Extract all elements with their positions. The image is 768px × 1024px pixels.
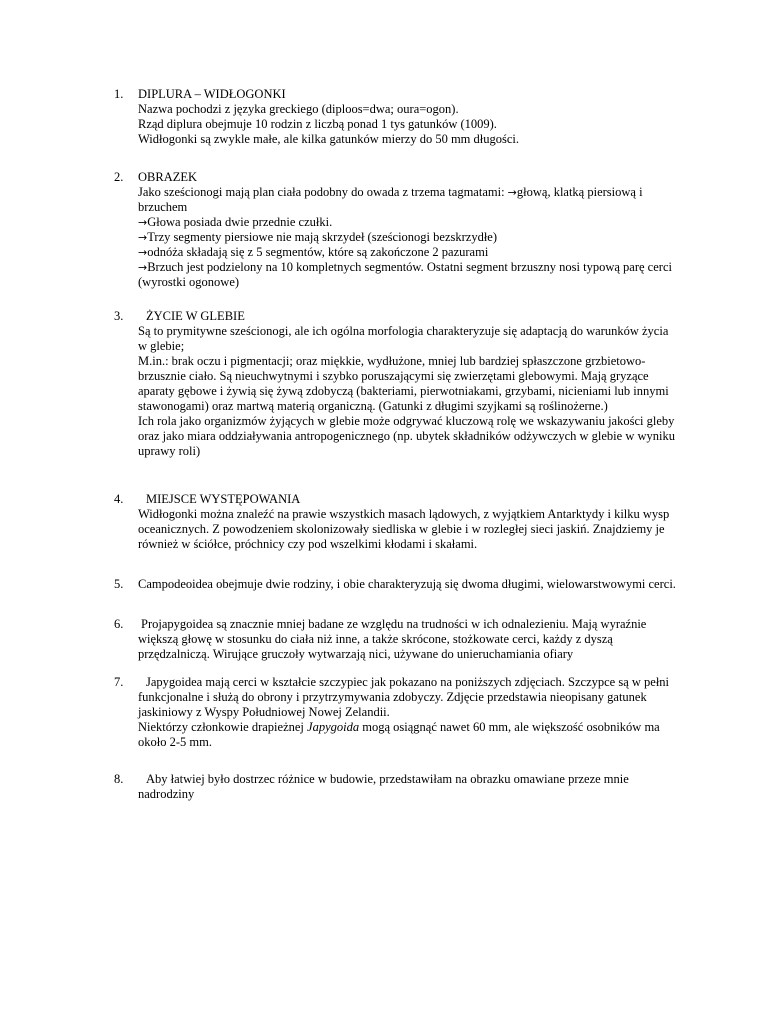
arrow-icon: → bbox=[138, 261, 148, 274]
paragraph: Aby łatwiej było dostrzec różnice w budowie, przedstawiłam na obrazku omawiane przeze mnie nadrodziny bbox=[138, 772, 629, 801]
section-title: OBRAZEK bbox=[138, 170, 198, 184]
bullet-text: Brzuch jest podzielony na 10 kompletnych segmentów. Ostatni segment brzuszny nosi typową parę cerci (wyrostki ogonowe) bbox=[138, 260, 672, 289]
section-body bbox=[138, 87, 678, 147]
paragraph: Ich rola jako organizmów żyjących w glebie może odgrywać kluczową rolę we wskazywaniu jakości gleby oraz jako miara oddziaływania antropogenicznego (np. ubytek składników odżywczych w glebie w wyniku uprawy roli) bbox=[138, 414, 675, 458]
section-number: 4. bbox=[114, 492, 124, 506]
intro-text: Jako sześcionogi mają plan ciała podobny do owada z trzema tagmatami: bbox=[138, 185, 508, 199]
section-body bbox=[138, 772, 678, 802]
paragraph: Japygoidea mają cerci w kształcie szczypiec jak pokazano na poniższych zdjęciach. Szczypce są w pełni funkcjonalne i służą do obrony i przytrzymywania zdobyczy. Zdjęcie przedstawia nieopisany gatunek jaskiniowy z Wyspy Południowej Nowej Zelandii. bbox=[138, 675, 670, 719]
bullet-text: odnóża składają się z 5 segmentów, które są zakończone 2 pazurami bbox=[147, 245, 489, 259]
paragraph: Są to prymitywne sześcionogi, ale ich ogólna morfologia charakteryzuje się adaptacją do warunków życia w glebie; bbox=[138, 324, 669, 353]
section-body bbox=[138, 617, 683, 662]
arrow-icon: → bbox=[507, 186, 517, 199]
section-number: 8. bbox=[114, 772, 124, 786]
paragraph: Projapygoidea są znacznie mniej badane ze względu na trudności w ich odnalezieniu. Mają wyraźnie większą głowę w stosunku do ciała niż inne, a także skrócone, stożkowate cerci, każdy z dyszą przędzalniczą. Wirujące gruczoły wytwarzają nici, używane do unieruchamiania ofiary bbox=[138, 617, 647, 661]
paragraph-line: Nazwa pochodzi z języka greckiego (diploos=dwa; oura=ogon). bbox=[138, 102, 459, 116]
paragraph bbox=[138, 720, 678, 750]
section-title: DIPLURA – WIDŁOGONKI bbox=[138, 87, 286, 101]
intro-paragraph bbox=[138, 185, 678, 215]
section-number: 7. bbox=[114, 675, 124, 689]
section-number: 6. bbox=[114, 617, 124, 631]
intro-text-end: głową, klatką piersiową i brzuchem bbox=[138, 185, 643, 214]
bullet-item bbox=[138, 230, 678, 245]
paragraph-text: mogą osiągnąć nawet 60 mm, ale większość osobników ma około 2-5 mm. bbox=[138, 720, 660, 749]
paragraph: Campodeoidea obejmuje dwie rodziny, i obie charakteryzują się dwoma długimi, wielowarstwowymi cerci. bbox=[138, 577, 676, 591]
taxon-name: Japygoida bbox=[307, 720, 360, 734]
arrow-icon: → bbox=[138, 246, 148, 259]
section-body bbox=[138, 309, 678, 459]
section-body bbox=[138, 170, 678, 290]
bullet-item bbox=[138, 215, 678, 230]
bullet-text: Trzy segmenty piersiowe nie mają skrzydeł (sześcionogi bezskrzydłe) bbox=[147, 230, 497, 244]
section-title: MIEJSCE WYSTĘPOWANIA bbox=[146, 492, 301, 506]
section-number: 2. bbox=[114, 170, 124, 184]
bullet-item bbox=[138, 260, 678, 290]
paragraph: Widłogonki można znaleźć na prawie wszystkich masach lądowych, z wyjątkiem Antarktydy i kilku wysp oceanicznych. Z powodzeniem skolonizowały siedliska w glebie i w rozległej sieci jaskiń. Znajdziemy je również w ściółce, próchnicy czy pod wszelkimi kłodami i skałami. bbox=[138, 507, 670, 551]
section-number: 1. bbox=[114, 87, 124, 101]
section-body bbox=[138, 577, 678, 592]
paragraph-line: Rząd diplura obejmuje 10 rodzin z liczbą ponad 1 tys gatunków (1009). bbox=[138, 117, 497, 131]
paragraph-line: Widłogonki są zwykle małe, ale kilka gatunków mierzy do 50 mm długości. bbox=[138, 132, 520, 146]
arrow-icon: → bbox=[138, 216, 148, 229]
paragraph-text: Niektórzy członkowie drapieżnej bbox=[138, 720, 308, 734]
bullet-item bbox=[138, 245, 678, 260]
bullet-text: Głowa posiada dwie przednie czułki. bbox=[147, 215, 333, 229]
arrow-icon: → bbox=[138, 231, 148, 244]
section-number: 3. bbox=[114, 309, 124, 323]
section-title: ŻYCIE W GLEBIE bbox=[146, 309, 245, 323]
section-body bbox=[138, 675, 678, 750]
paragraph: M.in.: brak oczu i pigmentacji; oraz miękkie, wydłużone, mniej lub bardziej spłaszczone grzbietowo-brzusznie ciało. Są nieuchwytnymi i szybko poruszającymi się zwierzętami glebowymi. Mają gryzące aparaty gębowe i żywią się żywą zdobyczą (bakteriami, pierwotniakami, grzybami, nicieniami lub innymi stawonogami) oraz martwą materią organiczną. (Gatunki z długimi szyjkami są roślinożerne.) bbox=[138, 354, 669, 413]
section-body bbox=[138, 492, 678, 552]
section-number: 5. bbox=[114, 577, 124, 591]
